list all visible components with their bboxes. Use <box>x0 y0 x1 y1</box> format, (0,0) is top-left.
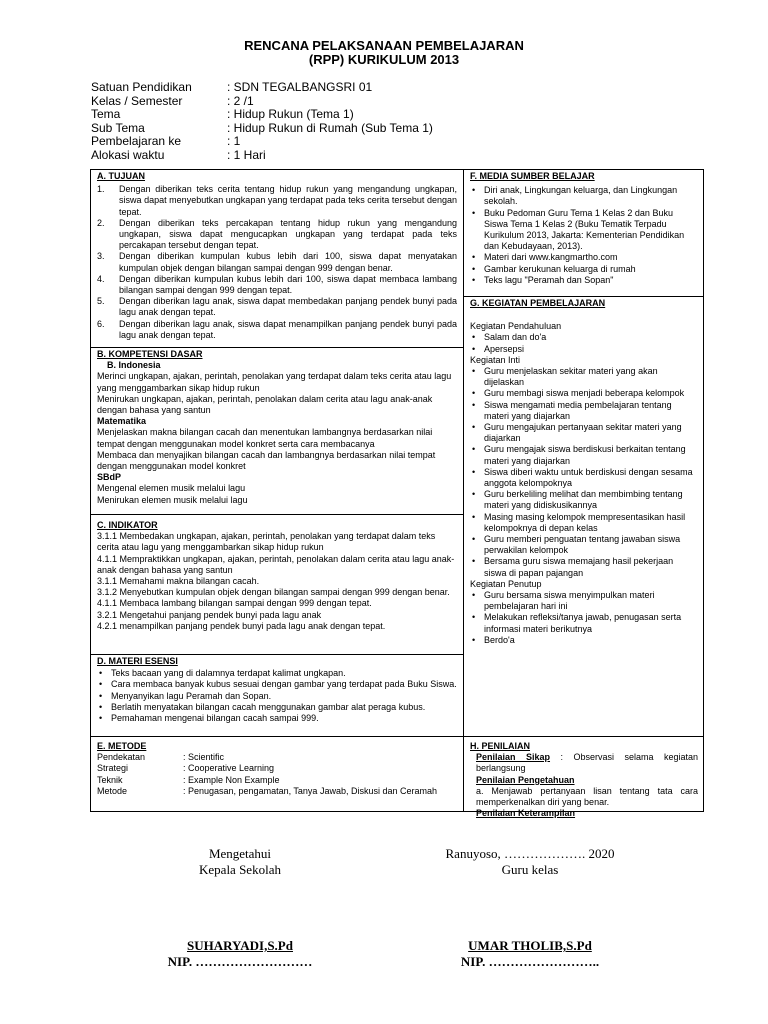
item-text: Pemahaman mengenai bilangan cacah sampai 999. <box>111 713 319 724</box>
item-text: Menyanyikan lagu Peramah dan Sopan. <box>111 690 272 701</box>
item-text: Melakukan refleksi/tanya jawab, penugasan serta informasi materi berikutnya <box>484 612 682 634</box>
media-list <box>470 185 698 286</box>
bullet-icon: • <box>472 207 476 218</box>
headmaster-name-text: SUHARYADI,S.Pd <box>187 938 293 953</box>
sig-left-line1: Mengetahui <box>208 846 272 861</box>
section-heading: B. KOMPETENSI DASAR <box>97 349 203 359</box>
indikator-line: 3.1.1 Membedakan ungkapan, ajakan, perintah, penolakan yang terdapat dalam teks cerita atau lagu yang menggambarkan sikap hidup rukun <box>97 531 436 553</box>
item-number: 1. <box>97 184 105 195</box>
penilaian-pengetahuan-text: a. Menjawab pertanyaan lisan tentang tata cara memperkenalkan diri yang benar. <box>476 785 698 808</box>
identity-value: : 1 Hari <box>227 147 266 162</box>
penutup-item <box>470 635 698 646</box>
tujuan-item <box>97 296 457 318</box>
row-divider <box>91 514 463 515</box>
identity-label: Alokasi waktu <box>91 147 165 162</box>
subject-label: Matematika <box>97 416 147 427</box>
inti-item <box>470 556 698 578</box>
document-title: RENCANA PELAKSANAAN PEMBELAJARAN <box>244 38 524 53</box>
penutup-item <box>470 590 698 612</box>
inti-item <box>470 512 698 534</box>
item-number: 6. <box>97 318 105 329</box>
kd-text: Menirukan elemen musik melalui lagu <box>97 494 248 505</box>
bullet-icon: • <box>472 185 476 196</box>
indikator-list <box>97 531 457 632</box>
item-text: Cara membaca banyak kubus sesuai dengan gambar yang terdapat pada Buku Siswa. <box>111 679 457 690</box>
materi-item <box>97 668 457 679</box>
sig-left-line2: Kepala Sekolah <box>199 862 281 877</box>
bullet-icon: • <box>99 679 103 690</box>
bullet-icon: • <box>472 388 476 399</box>
section-kegiatan <box>464 297 704 736</box>
tujuan-list <box>97 184 457 341</box>
section-heading: D. MATERI ESENSI <box>97 656 178 666</box>
kegiatan-penutup-label: Kegiatan Penutup <box>470 578 542 589</box>
metode-row <box>97 763 457 774</box>
item-text: Guru berkeliling melihat dan membimbing tentang materi yang didiskusikannya <box>484 489 683 511</box>
identity-row <box>91 108 433 122</box>
penilaian-keterampilan-label: Penilaian Keterampilan <box>476 808 576 819</box>
penilaian-sikap <box>470 752 698 774</box>
teacher-nip: NIP. …………………….. <box>460 954 600 969</box>
media-item <box>470 264 698 275</box>
bullet-icon: • <box>472 634 476 645</box>
materi-item <box>97 691 457 702</box>
penilaian-sikap-text: : Observasi selama kegiatan berlangsung <box>476 752 698 774</box>
section-media <box>464 170 704 296</box>
bullet-icon: • <box>99 690 103 701</box>
subject-label: SBdP <box>97 472 122 483</box>
inti-item <box>470 489 698 511</box>
metode-value: : Cooperative Learning <box>183 763 275 774</box>
item-text: Guru menjelaskan sekitar materi yang akan dijelaskan <box>484 366 658 388</box>
bullet-icon: • <box>472 466 476 477</box>
kd-text: Menjelaskan makna bilangan cacah dan menentukan lambangnya berdasarkan nilai tempat dengan menggunakan model konkret serta cara membacanya <box>97 427 433 449</box>
bullet-icon: • <box>472 489 476 500</box>
section-metode <box>91 737 463 811</box>
bullet-icon: • <box>472 343 476 354</box>
identity-row <box>91 149 433 163</box>
sig-right-line1: Ranuyoso, ………………. 2020 <box>445 846 615 861</box>
rpp-table <box>90 169 704 819</box>
section-materi <box>91 655 463 736</box>
bullet-icon: • <box>472 422 476 433</box>
teacher-name-text: UMAR THOLIB,S.Pd <box>468 938 592 953</box>
indikator-line: 3.2.1 Mengetahui panjang pendek bunyi pada lagu anak <box>97 609 322 620</box>
kd-text: Membaca dan menyajikan bilangan cacah dan lambangnya berdasarkan nilai tempat dengan menggunakan model konkret <box>97 449 436 472</box>
section-heading: A. TUJUAN <box>97 171 146 181</box>
bullet-icon: • <box>472 274 476 285</box>
inti-item <box>470 388 698 399</box>
identity-value: : Hidup Rukun di Rumah (Sub Tema 1) <box>227 120 433 135</box>
headmaster-name <box>140 938 340 954</box>
kd-text: Merinci ungkapan, ajakan, perintah, penolakan yang terdapat dalam teks cerita atau lagu yang menggambarkan sikap hidup rukun <box>97 371 452 393</box>
identity-label: Pembelajaran ke <box>91 134 182 148</box>
item-text: Dengan diberikan lagu anak, siswa dapat menampilkan panjang pendek bunyi pada lagu anak dengan tepat. <box>119 318 457 340</box>
pendahuluan-item <box>470 344 698 355</box>
kegiatan-inti-label: Kegiatan Inti <box>470 354 521 365</box>
identity-value: : 1 <box>227 134 241 148</box>
metode-value: : Scientific <box>183 752 225 763</box>
document-subtitle: (RPP) KURIKULUM 2013 <box>308 52 460 67</box>
identity-row <box>91 81 433 95</box>
metode-list <box>97 752 457 797</box>
media-item <box>470 275 698 286</box>
item-text: Guru mengajak siswa berdiskusi berkaitan tentang materi yang diajarkan <box>484 444 686 466</box>
item-text: Buku Pedoman Guru Tema 1 Kelas 2 dan Buku Siswa Tema 1 Kelas 2 (Buku Tematik Terpadu Kurikulum 2013, Jakarta: Kementerian Pendidikan dan Kebudayaan, 2013). <box>484 207 685 252</box>
item-text: Dengan diberikan teks percakapan tentang hidup rukun yang mengandung ungkapan, siswa dapat mengucapkan ungkapan yang terdapat pada teks percakapan tersebut dengan tepat. <box>119 217 457 251</box>
tujuan-item <box>97 218 457 252</box>
metode-row <box>97 786 457 797</box>
item-text: Materi dari www.kangmartho.com <box>484 252 618 263</box>
identity-value: : SDN TEGALBANGSRI 01 <box>227 80 373 94</box>
bullet-icon: • <box>472 612 476 623</box>
metode-value: : Penugasan, pengamatan, Tanya Jawab, Diskusi dan Ceramah <box>183 785 437 796</box>
sig-right-line2: Guru kelas <box>501 862 559 877</box>
bullet-icon: • <box>472 444 476 455</box>
item-text: Siswa diberi waktu untuk berdiskusi dengan sesama anggota kelompoknya <box>484 466 693 489</box>
section-heading: C. INDIKATOR <box>97 520 158 530</box>
bullet-icon: • <box>99 713 103 724</box>
metode-label: Pendekatan <box>97 752 146 763</box>
penilaian-sikap-label: Penilaian Sikap <box>476 752 551 763</box>
item-text: Teks bacaan yang di dalamnya terdapat kalimat ungkapan. <box>111 668 346 679</box>
metode-label: Teknik <box>97 774 123 785</box>
identity-block <box>91 81 433 162</box>
inti-list <box>470 366 698 579</box>
bullet-icon: • <box>472 263 476 274</box>
item-text: Dengan diberikan teks cerita tentang hidup rukun yang mengandung ungkapan, siswa dapat menyebutkan ungkapan yang terdapat pada teks cerita tersebut dengan tepat. <box>119 184 457 217</box>
bullet-icon: • <box>472 511 476 522</box>
identity-label: Tema <box>91 107 121 121</box>
identity-value: : 2 /1 <box>227 93 254 108</box>
tujuan-item <box>97 319 457 341</box>
section-heading: H. PENILAIAN <box>470 741 531 751</box>
inti-item <box>470 444 698 466</box>
materi-item <box>97 713 457 724</box>
media-item <box>470 252 698 263</box>
item-text: Berdo'a <box>484 634 515 645</box>
teacher-name <box>430 938 630 954</box>
penutup-item <box>470 612 698 634</box>
bullet-icon: • <box>472 332 476 343</box>
item-text: Salam dan do'a <box>484 332 547 343</box>
bullet-icon: • <box>99 668 103 679</box>
headmaster-nip: NIP. ……………………… <box>167 954 313 969</box>
section-penilaian <box>464 737 704 819</box>
bullet-icon: • <box>472 399 476 410</box>
bullet-icon: • <box>472 556 476 567</box>
media-item <box>470 208 698 253</box>
media-item <box>470 185 698 207</box>
metode-value: : Example Non Example <box>183 774 280 785</box>
penutup-list <box>470 590 698 646</box>
materi-item <box>97 702 457 713</box>
indikator-line: 4.1.1 Membaca lambang bilangan sampai dengan 999 dengan tepat. <box>97 598 372 609</box>
tujuan-item <box>97 274 457 296</box>
bullet-icon: • <box>472 366 476 377</box>
metode-row <box>97 752 457 763</box>
inti-item <box>470 422 698 444</box>
tujuan-item <box>97 184 457 218</box>
item-number: 2. <box>97 217 105 228</box>
indikator-line: 4.2.1 menampilkan panjang pendek bunyi pada lagu anak dengan tepat. <box>97 620 386 631</box>
item-number: 4. <box>97 273 105 284</box>
bullet-icon: • <box>472 252 476 263</box>
materi-list <box>97 668 457 724</box>
metode-label: Strategi <box>97 763 129 774</box>
identity-row <box>91 122 433 136</box>
section-tujuan <box>91 170 463 347</box>
bullet-icon: • <box>99 701 103 712</box>
item-number: 3. <box>97 251 105 262</box>
item-text: Guru mengajukan pertanyaan sekitar materi yang diajarkan <box>484 422 682 444</box>
tujuan-item <box>97 251 457 273</box>
bullet-icon: • <box>472 590 476 601</box>
pendahuluan-list <box>470 332 698 354</box>
item-text: Siswa mengamati media pembelajaran tentang materi yang diajarkan <box>484 399 672 421</box>
kd-text: Menirukan ungkapan, ajakan, perintah, penolakan dalam cerita atau lagu anak-anak dengan bahasa yang santun <box>97 393 433 416</box>
section-indikator <box>91 519 463 654</box>
item-number: 5. <box>97 296 105 307</box>
identity-row <box>91 95 433 109</box>
kegiatan-pendahuluan-label: Kegiatan Pendahuluan <box>470 321 562 332</box>
item-text: Dengan diberikan lagu anak, siswa dapat membedakan panjang pendek bunyi pada lagu anak dengan tepat. <box>119 296 457 318</box>
penilaian-pengetahuan-label: Penilaian Pengetahuan <box>476 774 575 785</box>
inti-item <box>470 467 698 489</box>
item-text: Guru memberi penguatan tentang jawaban siswa perwakilan kelompok <box>484 534 681 556</box>
section-heading: G. KEGIATAN PEMBELAJARAN <box>470 298 606 308</box>
inti-item <box>470 366 698 388</box>
item-text: Dengan diberikan kumpulan kubus lebih dari 100, siswa dapat menyatakan kumpulan objek dengan bilangan sampai dengan 999 dengan benar. <box>119 251 457 273</box>
section-heading: F. MEDIA SUMBER BELAJAR <box>470 171 595 181</box>
inti-item <box>470 534 698 556</box>
bullet-icon: • <box>472 534 476 545</box>
item-text: Guru membagi siswa menjadi beberapa kelompok <box>484 388 685 399</box>
item-text: Berlatih menyatakan bilangan cacah menggunakan gambar alat peraga kubus. <box>111 701 426 712</box>
subject-label: B. Indonesia <box>107 360 161 371</box>
item-text: Dengan diberikan kumpulan kubus lebih dari 100, siswa dapat membaca lambang bilangan sampai dengan 999 dengan tepat. <box>119 273 457 296</box>
item-text: Teks lagu "Peramah dan Sopan" <box>484 274 614 285</box>
identity-label: Satuan Pendidikan <box>91 80 192 94</box>
item-text: Diri anak, Lingkungan keluarga, dan Lingkungan sekolah. <box>484 185 678 207</box>
indikator-line: 4.1.1 Mempraktikkan ungkapan, ajakan, perintah, penolakan dalam cerita atau lagu anak-anak dengan bahasa yang santun <box>97 553 455 575</box>
identity-row <box>91 135 433 149</box>
item-text: Gambar kerukunan keluarga di rumah <box>484 263 636 274</box>
item-text: Apersepsi <box>484 343 525 354</box>
section-heading: E. METODE <box>97 741 147 751</box>
identity-value: : Hidup Rukun (Tema 1) <box>227 107 354 121</box>
identity-label: Sub Tema <box>91 120 145 135</box>
inti-item <box>470 400 698 422</box>
item-text: Bersama guru siswa memajang hasil pekerjaan siswa di papan pajangan <box>484 556 674 578</box>
metode-label: Metode <box>97 785 128 796</box>
materi-item <box>97 679 457 690</box>
item-text: Masing masing kelompok mempresentasikan hasil kelompoknya di depan kelas <box>484 511 686 533</box>
item-text: Guru bersama siswa menyimpulkan materi pembelajaran hari ini <box>484 590 655 612</box>
identity-label: Kelas / Semester <box>91 93 183 108</box>
metode-row <box>97 775 457 786</box>
pendahuluan-item <box>470 332 698 343</box>
indikator-line: 3.1.2 Menyebutkan kumpulan objek dengan bilangan sampai dengan 999 dengan benar. <box>97 587 450 598</box>
section-kompetensi <box>91 348 463 514</box>
indikator-line: 3.1.1 Memahami makna bilangan cacah. <box>97 576 260 587</box>
kd-text: Mengenal elemen musik melalui lagu <box>97 483 246 494</box>
